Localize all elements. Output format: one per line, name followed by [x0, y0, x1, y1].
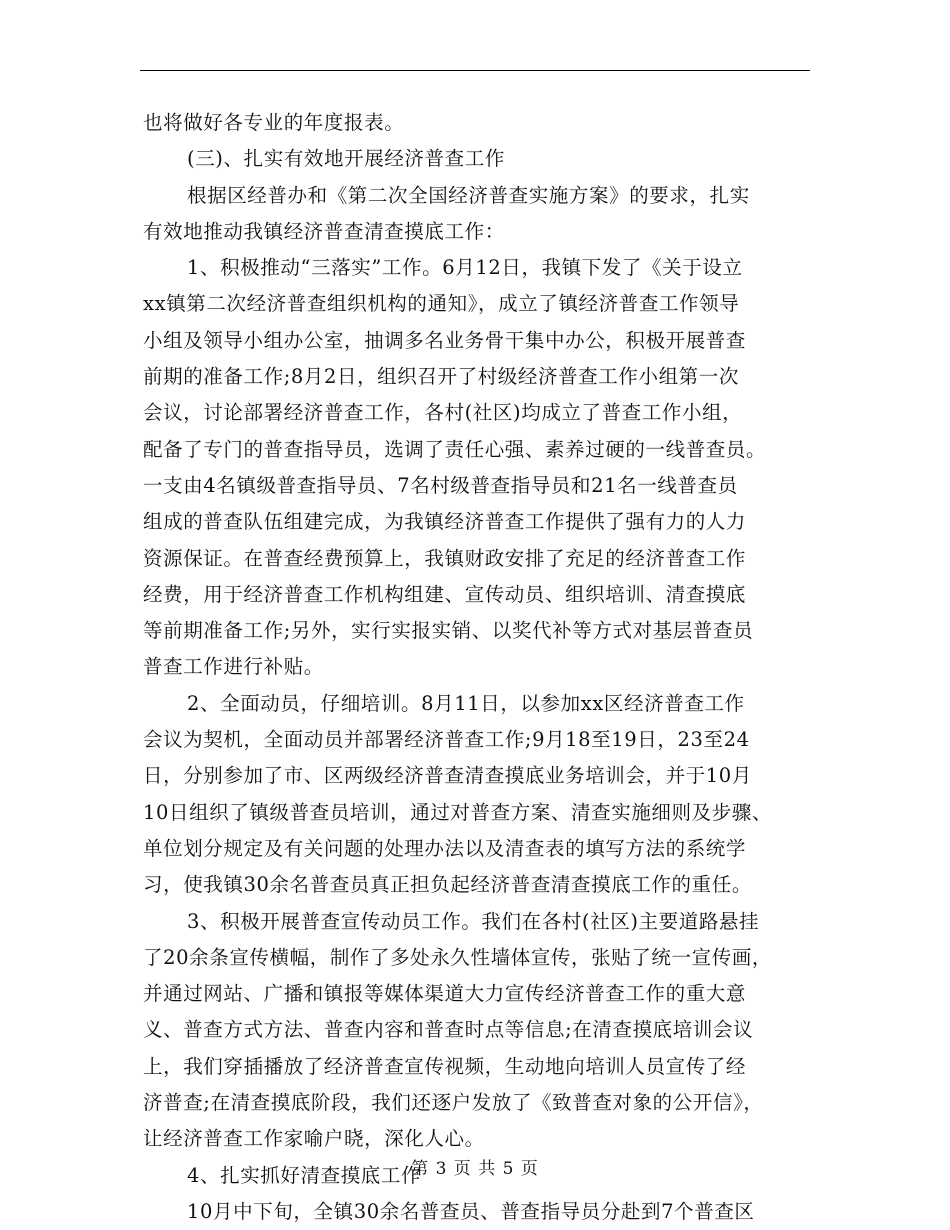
- text-line: 10月中下旬，全镇30余名普查员、普查指导员分赴到7个普查区: [187, 1199, 755, 1223]
- text-line: 单位划分规定及有关问题的处理办法以及清查表的填写方法的系统学: [143, 836, 747, 860]
- text-line: 普查工作进行补贴。: [143, 655, 324, 679]
- text-line: 日，分别参加了市、区两级经济普查清查摸底业务培训会，并于10月: [143, 764, 752, 788]
- text-line: xx镇第二次经济普查组织机构的通知》，成立了镇经济普查工作领导: [143, 292, 740, 316]
- text-line: 会议为契机，全面动员并部署经济普查工作;9月18至19日，23至24: [143, 728, 750, 752]
- text-line: 经费，用于经济普查工作机构组建、宣传动员、组织培训、清查摸底: [143, 582, 747, 606]
- text-line: 根据区经普办和《第二次全国经济普查实施方案》的要求，扎实: [187, 183, 750, 207]
- text-line: 资源保证。在普查经费预算上，我镇财政安排了充足的经济普查工作: [143, 546, 747, 570]
- document-body: [143, 105, 813, 1230]
- text-line: 上，我们穿插播放了经济普查宣传视频，生动地向培训人员宣传了经: [143, 1054, 747, 1078]
- text-line: 2、全面动员，仔细培训。8月11日，以参加xx区经济普查工作: [187, 691, 745, 715]
- text-line: 前期的准备工作;8月2日，组织召开了村级经济普查工作小组第一次: [143, 365, 739, 389]
- text-line: 义、普查方式方法、普查内容和普查时点等信息;在清查摸底培训会议: [143, 1018, 754, 1042]
- text-line: (三)、扎实有效地开展经济普查工作: [187, 147, 505, 171]
- text-line: 济普查;在清查摸底阶段，我们还逐户发放了《致普查对象的公开信》，: [143, 1091, 764, 1115]
- text-line: 1、积极推动“三落实”工作。6月12日，我镇下发了《关于设立: [187, 256, 743, 280]
- text-line: 等前期准备工作;另外，实行实报实销、以奖代补等方式对基层普查员: [143, 619, 754, 643]
- text-line: 配备了专门的普查指导员，选调了责任心强、素养过硬的一线普查员。: [143, 437, 767, 461]
- page-number-label: 第 3 页 共 5 页: [411, 1159, 539, 1179]
- text-line: 会议，讨论部署经济普查工作，各村(社区)均成立了普查工作小组，: [143, 401, 743, 425]
- text-line: 小组及领导小组办公室，抽调多名业务骨干集中办公，积极开展普查: [143, 328, 747, 352]
- text-line: 组成的普查队伍组建完成，为我镇经济普查工作提供了强有力的人力: [143, 510, 747, 534]
- text-line: 4、扎实抓好清查摸底工作: [187, 1163, 422, 1187]
- text-line: 也将做好各专业的年度报表。: [143, 111, 405, 134]
- text-line: 习，使我镇30余名普查员真正担负起经济普查清查摸底工作的重任。: [143, 873, 752, 897]
- text-line: 并通过网站、广播和镇报等媒体渠道大力宣传经济普查工作的重大意: [143, 982, 747, 1006]
- text-line: 让经济普查工作家喻户晓，深化人心。: [143, 1127, 485, 1151]
- text-line: 3、积极开展普查宣传动员工作。我们在各村(社区)主要道路悬挂: [187, 909, 760, 933]
- text-line: 有效地推动我镇经济普查清查摸底工作：: [143, 219, 505, 243]
- text-line: 10日组织了镇级普查员培训，通过对普查方案、清查实施细则及步骤、: [143, 800, 773, 824]
- page-footer: [0, 1154, 950, 1179]
- header-rule: [140, 70, 810, 71]
- text-line: 一支由4名镇级普查指导员、7名村级普查指导员和21名一线普查员: [143, 473, 738, 497]
- text-line: 了20余条宣传横幅，制作了多处永久性墙体宣传，张贴了统一宣传画，: [143, 945, 773, 969]
